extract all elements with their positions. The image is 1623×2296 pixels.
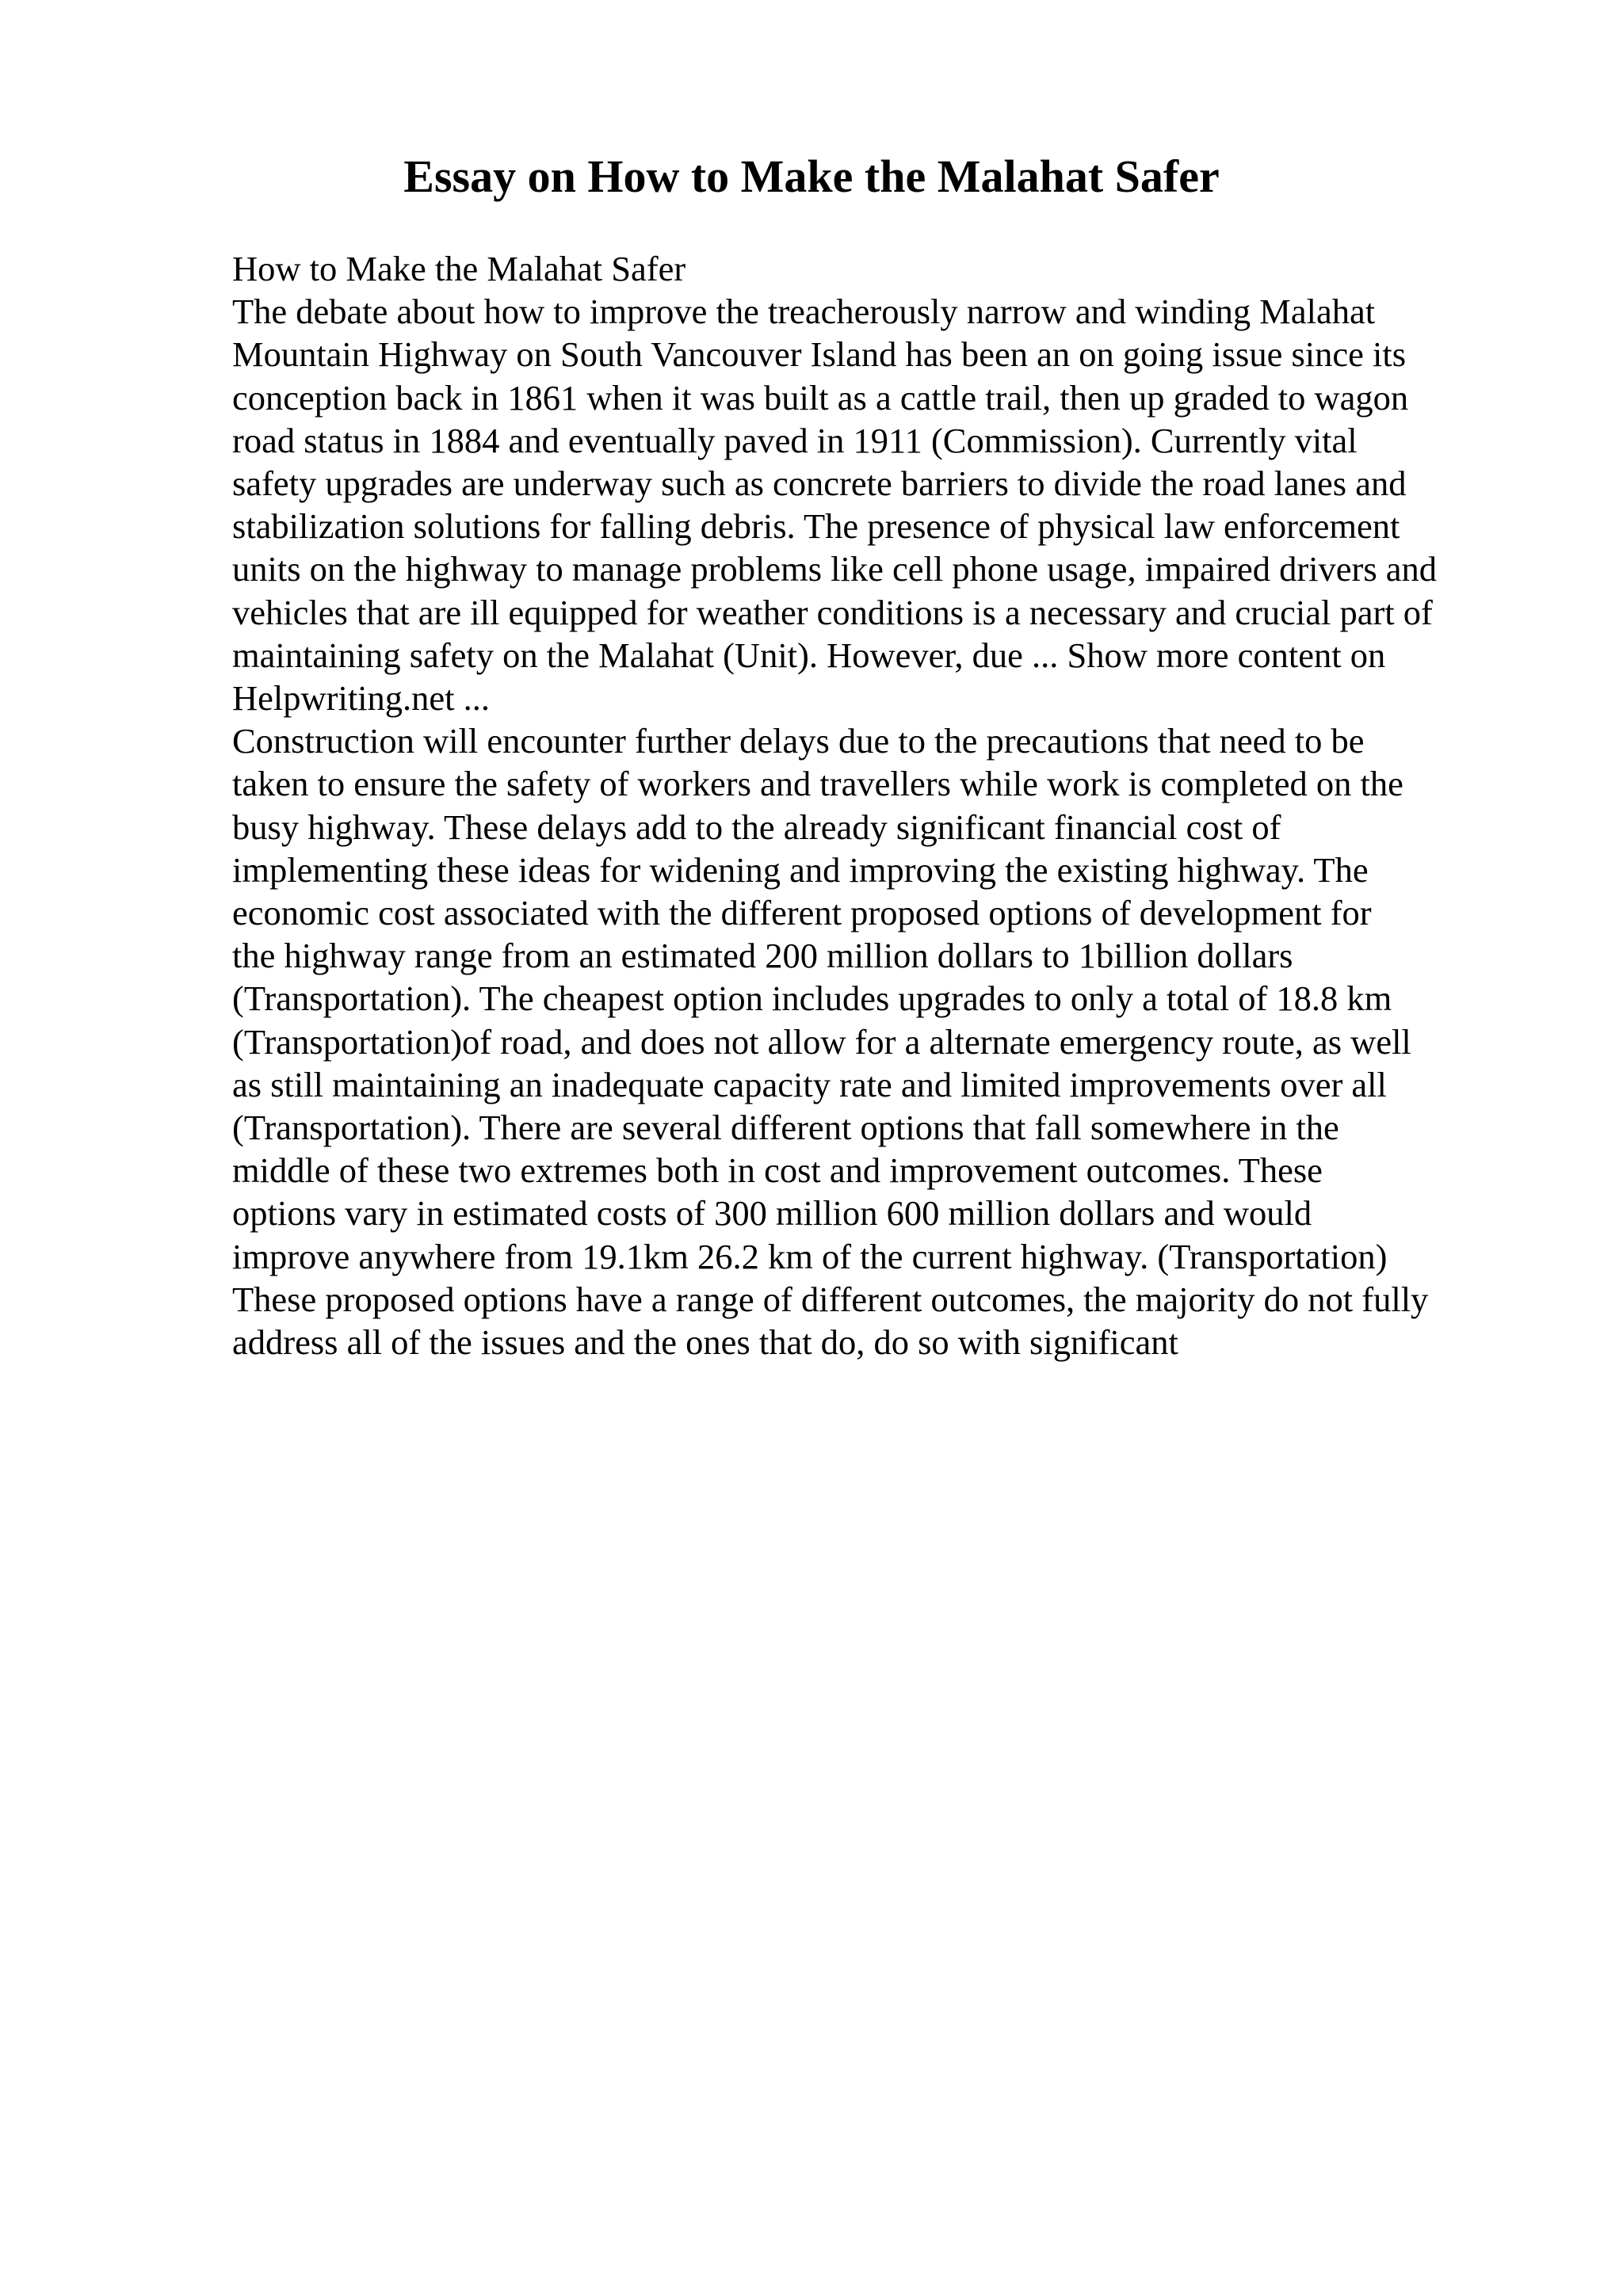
body-line: units on the highway to manage problems like cell phone usage, impaired drivers and [232,549,1438,589]
body-line: road status in 1884 and eventually paved in 1911 (Commission). Currently vital [232,420,1358,460]
body-line: as still maintaining an inadequate capacity rate and limited improvements over all [232,1064,1387,1104]
body-line: Helpwriting.net ... [232,678,491,719]
body-line: safety upgrades are underway such as concrete barriers to divide the road lanes and [232,463,1407,504]
body-line: the highway range from an estimated 200 million dollars to 1billion dollars [232,936,1293,976]
body-line: improve anywhere from 19.1km 26.2 km of the current highway. (Transportation) [232,1236,1388,1276]
document-body [232,247,1508,1363]
body-line: stabilization solutions for falling debris. The presence of physical law enforcement [232,506,1400,547]
body-line: Mountain Highway on South Vancouver Island has been an on going issue since its [232,334,1407,375]
body-line: implementing these ideas for widening and improving the existing highway. The [232,849,1369,890]
body-line: taken to ensure the safety of workers and travellers while work is completed on the [232,764,1403,804]
body-line: Construction will encounter further delays due to the precautions that need to be [232,721,1365,761]
body-line: (Transportation)of road, and does not allow for a alternate emergency route, as well [232,1021,1411,1062]
body-line: These proposed options have a range of different outcomes, the majority do not fully [232,1279,1429,1319]
body-line: (Transportation). There are several different options that fall somewhere in the [232,1108,1339,1148]
body-line: maintaining safety on the Malahat (Unit). However, due ... Show more content on [232,635,1386,675]
document-title: Essay on How to Make the Malahat Safer [403,151,1220,202]
body-line: busy highway. These delays add to the already significant financial cost of [232,807,1281,847]
body-line: economic cost associated with the different proposed options of development for [232,893,1372,933]
body-line: middle of these two extremes both in cost and improvement outcomes. These [232,1150,1323,1191]
body-line: vehicles that are ill equipped for weather conditions is a necessary and crucial part of [232,592,1433,632]
body-line: How to Make the Malahat Safer [232,249,686,288]
body-line: address all of the issues and the ones that do, do so with significant [232,1322,1178,1363]
body-line: The debate about how to improve the treacherously narrow and winding Malahat [232,292,1376,332]
body-line: options vary in estimated costs of 300 million 600 million dollars and would [232,1193,1312,1234]
body-line: conception back in 1861 when it was built as a cattle trail, then up graded to wagon [232,377,1409,418]
body-line: (Transportation). The cheapest option includes upgrades to only a total of 18.8 km [232,978,1392,1019]
